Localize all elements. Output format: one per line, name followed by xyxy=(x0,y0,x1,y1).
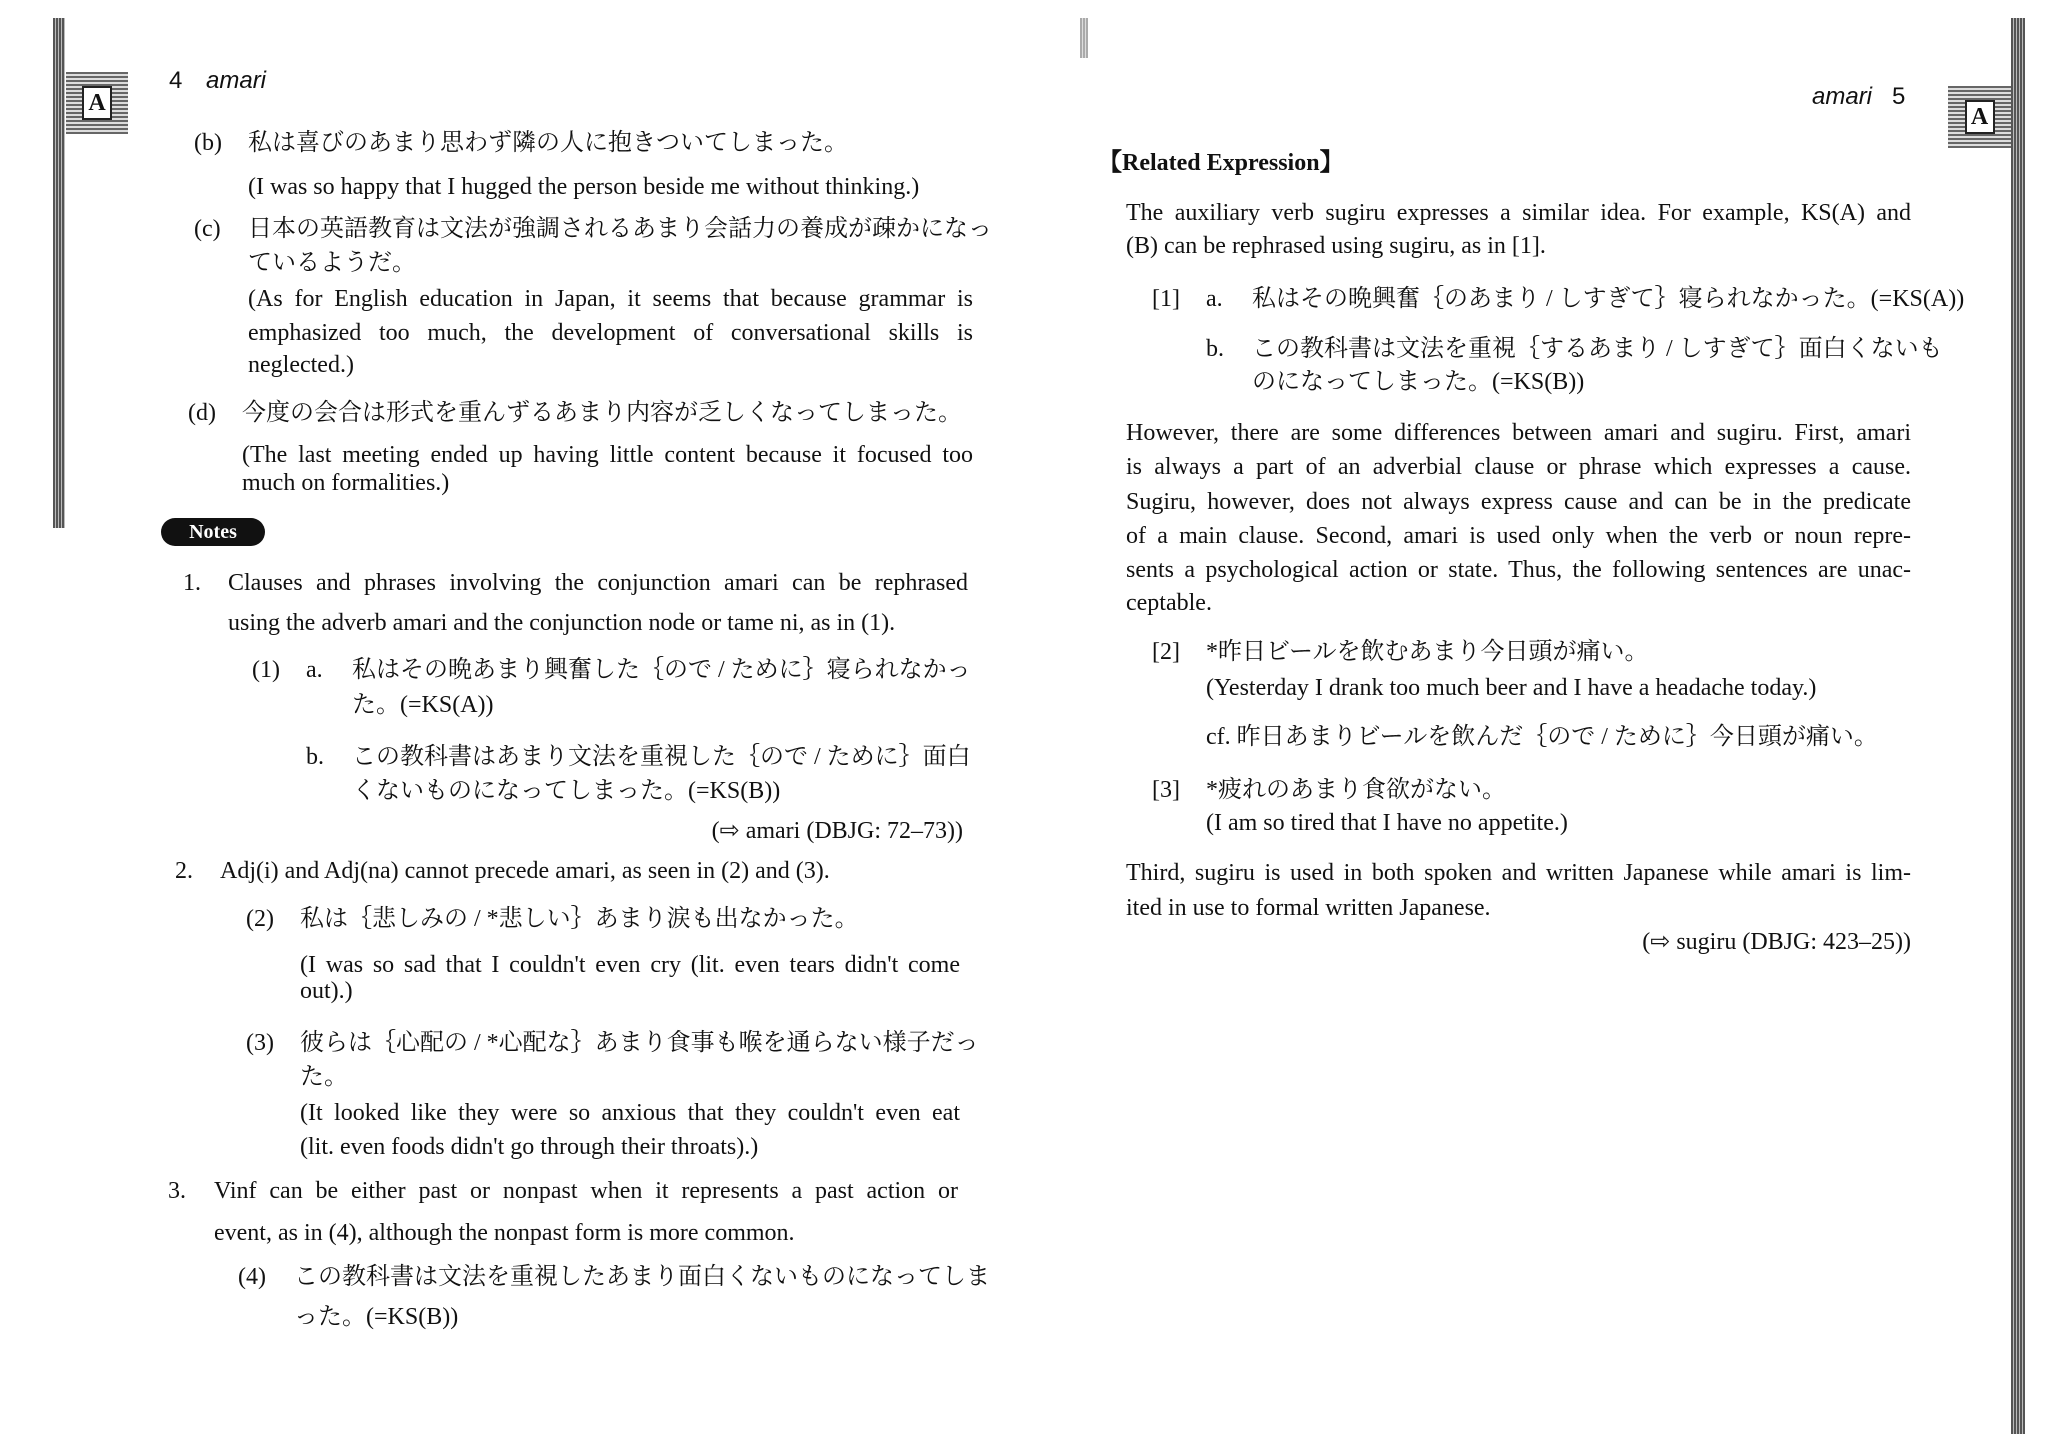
example-r2-en: (Yesterday I drank too much beer and I have a headache today.) xyxy=(1206,675,1817,701)
example-b-label: (b) xyxy=(194,130,222,156)
example-r1b-jp: この教科書は文法を重視｛するあまり / しすぎて｝面白くないも xyxy=(1252,336,1943,362)
example-r1a-label: a. xyxy=(1206,286,1223,312)
page-edge-right xyxy=(2011,18,2025,1434)
paragraph-3: ited in use to formal written Japanese. xyxy=(1126,895,1491,921)
example-b-jp: 私は喜びのあまり思わず隣の人に抱きついてしまった。 xyxy=(248,130,848,156)
example-3-en: (lit. even foods didn't go through their throats).) xyxy=(300,1134,759,1160)
example-c-jp: ているようだ。 xyxy=(248,250,416,276)
paragraph-2: ceptable. xyxy=(1126,590,1212,616)
example-4-jp: この教科書は文法を重視したあまり面白くないものになってしま xyxy=(294,1264,990,1290)
paragraph-2: However, there are some differences between amari and sugiru. First, amari xyxy=(1126,420,1911,446)
section-letter: A xyxy=(82,86,112,120)
cross-reference-amari: (⇨ amari (DBJG: 72–73)) xyxy=(711,818,963,844)
example-r1b-jp: のになってしまった。(=KS(B)) xyxy=(1252,369,1585,395)
example-1a-label: a. xyxy=(306,657,323,683)
page-number-right: 5 xyxy=(1892,83,1906,110)
note-1-text: Clauses and phrases involving the conjunction amari can be rephrased xyxy=(228,570,968,596)
example-1b-label: b. xyxy=(306,744,324,770)
example-c-en: emphasized too much, the development of conversational skills is xyxy=(248,320,973,346)
example-2-en: (I was so sad that I couldn't even cry (lit. even tears didn't come xyxy=(300,952,960,978)
page-edge-left xyxy=(53,18,65,528)
example-d-en: (The last meeting ended up having little content because it focused too xyxy=(242,442,973,468)
paragraph-2: sents a psychological action or state. Thus, the following sentences are unac- xyxy=(1126,557,1911,583)
note-2-number: 2. xyxy=(175,858,193,884)
example-3-number: (3) xyxy=(246,1030,274,1056)
paragraph-2: of a main clause. Second, amari is used only when the verb or noun repre- xyxy=(1126,523,1911,549)
note-3-text: event, as in (4), although the nonpast form is more common. xyxy=(214,1220,795,1246)
example-3-en: (It looked like they were so anxious that they couldn't even eat xyxy=(300,1100,960,1126)
gutter-mark xyxy=(1080,18,1088,58)
paragraph-1: (B) can be rephrased using sugiru, as in [1]. xyxy=(1126,233,1546,259)
example-1a-jp: た。(=KS(A)) xyxy=(352,692,494,718)
example-r3-number: [3] xyxy=(1152,777,1180,803)
example-r2-number: [2] xyxy=(1152,639,1180,665)
example-2-en: out).) xyxy=(300,978,353,1004)
note-1-number: 1. xyxy=(183,570,201,596)
example-1-number: (1) xyxy=(252,657,280,683)
note-3-number: 3. xyxy=(168,1178,186,1204)
cross-reference-sugiru: (⇨ sugiru (DBJG: 423–25)) xyxy=(1642,929,1911,955)
example-3-jp: 彼らは｛心配の / *心配な｝あまり食事も喉を通らない様子だっ xyxy=(300,1030,979,1056)
example-r2-cf: cf. 昨日あまりビールを飲んだ｛ので / ために｝今日頭が痛い。 xyxy=(1206,724,1878,750)
section-letter: A xyxy=(1965,100,1995,134)
example-r3-en: (I am so tired that I have no appetite.) xyxy=(1206,810,1568,836)
paragraph-2: is always a part of an adverbial clause or phrase which expresses a cause. xyxy=(1126,454,1911,480)
example-r2-jp: *昨日ビールを飲むあまり今日頭が痛い。 xyxy=(1206,639,1649,665)
paragraph-2: Sugiru, however, does not always express cause and can be in the predicate xyxy=(1126,489,1911,515)
example-r1a-jp: 私はその晩興奮｛のあまり / しすぎて｝寝られなかった。(=KS(A)) xyxy=(1252,286,1965,312)
example-3-jp: た。 xyxy=(300,1064,348,1090)
notes-badge: Notes xyxy=(161,518,265,546)
example-d-label: (d) xyxy=(188,400,216,426)
note-3-text: Vinf can be either past or nonpast when it represents a past action or xyxy=(214,1178,958,1204)
example-1a-jp: 私はその晩あまり興奮した｛ので / ために｝寝られなかっ xyxy=(352,657,971,683)
example-c-en: (As for English education in Japan, it seems that because grammar is xyxy=(248,286,973,312)
example-4-number: (4) xyxy=(238,1264,266,1290)
example-r3-jp: *疲れのあまり食欲がない。 xyxy=(1206,777,1506,803)
section-tab-right xyxy=(1948,86,2011,148)
example-4-jp: った。(=KS(B)) xyxy=(294,1304,459,1330)
paragraph-3: Third, sugiru is used in both spoken and written Japanese while amari is lim- xyxy=(1126,860,1911,886)
example-d-en: much on formalities.) xyxy=(242,470,450,496)
page-number-left: 4 xyxy=(169,67,183,94)
example-r1-number: [1] xyxy=(1152,286,1180,312)
example-1b-jp: この教科書はあまり文法を重視した｛ので / ために｝面白 xyxy=(352,744,971,770)
example-c-label: (c) xyxy=(194,216,221,242)
example-2-number: (2) xyxy=(246,906,274,932)
example-c-en: neglected.) xyxy=(248,352,354,378)
example-r1b-label: b. xyxy=(1206,336,1224,362)
example-b-en: (I was so happy that I hugged the person beside me without thinking.) xyxy=(248,174,920,200)
example-1b-jp: くないものになってしまった。(=KS(B)) xyxy=(352,778,781,804)
running-head-left: amari xyxy=(206,67,267,94)
example-d-jp: 今度の会合は形式を重んずるあまり内容が乏しくなってしまった。 xyxy=(242,400,962,426)
note-1-text: using the adverb amari and the conjunction node or tame ni, as in (1). xyxy=(228,610,896,636)
note-2-text: Adj(i) and Adj(na) cannot precede amari, as seen in (2) and (3). xyxy=(220,858,830,884)
paragraph-1: The auxiliary verb sugiru expresses a similar idea. For example, KS(A) and xyxy=(1126,200,1911,226)
example-2-jp: 私は｛悲しみの / *悲しい｝あまり涙も出なかった。 xyxy=(300,906,859,932)
related-expression-heading: 【Related Expression】 xyxy=(1098,150,1344,176)
example-c-jp: 日本の英語教育は文法が強調されるあまり会話力の養成が疎かになっ xyxy=(248,216,992,242)
section-tab-left xyxy=(66,72,128,134)
running-head-right: amari xyxy=(1812,83,1873,110)
